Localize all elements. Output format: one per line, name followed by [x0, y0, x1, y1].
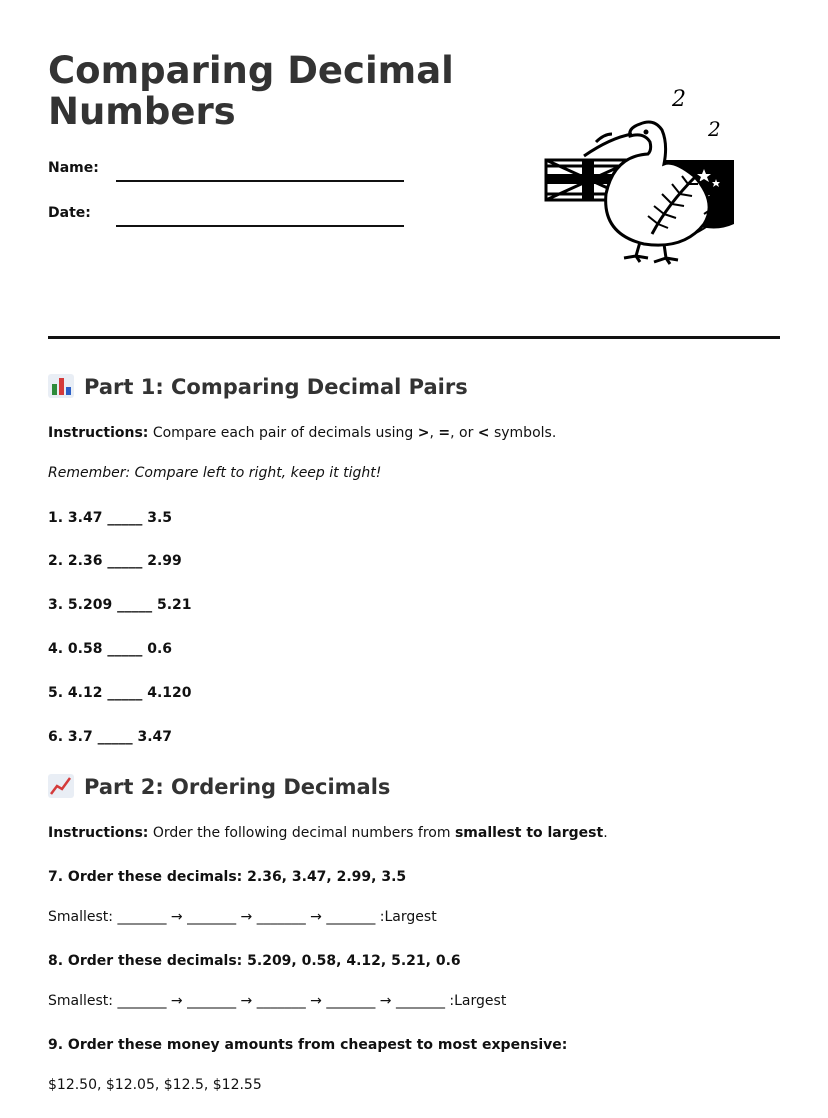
date-label: Date: — [48, 205, 91, 221]
art-number-1: 2 — [672, 87, 686, 112]
bar-chart-icon — [48, 374, 74, 398]
part1-reminder: Remember: Compare left to right, keep it tight! — [48, 465, 382, 481]
part2-title: Part 2: Ordering Decimals — [84, 775, 391, 799]
art-number-2: 2 — [708, 117, 721, 141]
section-divider — [48, 336, 780, 339]
question-4: 4. 0.58 _____ 0.6 — [48, 641, 173, 657]
question-9-values: $12.50, $12.05, $12.5, $12.55 — [48, 1077, 262, 1093]
part2-heading — [48, 774, 390, 799]
instructions-end: symbols. — [489, 425, 557, 441]
question-7: 7. Order these decimals: 2.36, 3.47, 2.99, 3.5 — [48, 869, 407, 885]
name-label: Name: — [48, 160, 99, 176]
question-2: 2. 2.36 _____ 2.99 — [48, 553, 182, 569]
kiwi-bird-flag-icon — [544, 84, 734, 268]
date-line — [116, 225, 404, 227]
question-3: 3. 5.209 _____ 5.21 — [48, 597, 192, 613]
instructions-end: . — [603, 825, 608, 841]
instructions-text: Compare each pair of decimals using — [148, 425, 418, 441]
question-8-answer: Smallest: _______ → _______ → _______ → _______ → _______ :Largest — [48, 993, 507, 1009]
instructions-comma: , — [429, 425, 439, 441]
instructions-label: Instructions: — [48, 425, 149, 441]
instructions-emphasis: smallest to largest — [454, 825, 604, 841]
name-line — [116, 180, 404, 182]
line-chart-icon — [48, 774, 74, 798]
part1-heading — [48, 374, 468, 399]
symbol-greater: > — [417, 425, 430, 441]
symbol-less: < — [477, 425, 490, 441]
question-7-answer: Smallest: _______ → _______ → _______ → _______ :Largest — [48, 909, 437, 925]
instructions-or: , or — [450, 425, 478, 441]
part2-instructions — [48, 825, 608, 841]
instructions-label: Instructions: — [48, 825, 149, 841]
part1-title: Part 1: Comparing Decimal Pairs — [84, 375, 468, 399]
question-1: 1. 3.47 _____ 3.5 — [48, 510, 173, 526]
part1-instructions — [48, 425, 556, 441]
instructions-text: Order the following decimal numbers from — [148, 825, 455, 841]
question-5: 5. 4.12 _____ 4.120 — [48, 685, 192, 701]
question-9: 9. Order these money amounts from cheapest to most expensive: — [48, 1037, 568, 1053]
symbol-equal: = — [438, 425, 451, 441]
question-6: 6. 3.7 _____ 3.47 — [48, 729, 173, 745]
question-8: 8. Order these decimals: 5.209, 0.58, 4.12, 5.21, 0.6 — [48, 953, 461, 969]
page-title: Comparing Decimal Numbers — [48, 49, 454, 133]
